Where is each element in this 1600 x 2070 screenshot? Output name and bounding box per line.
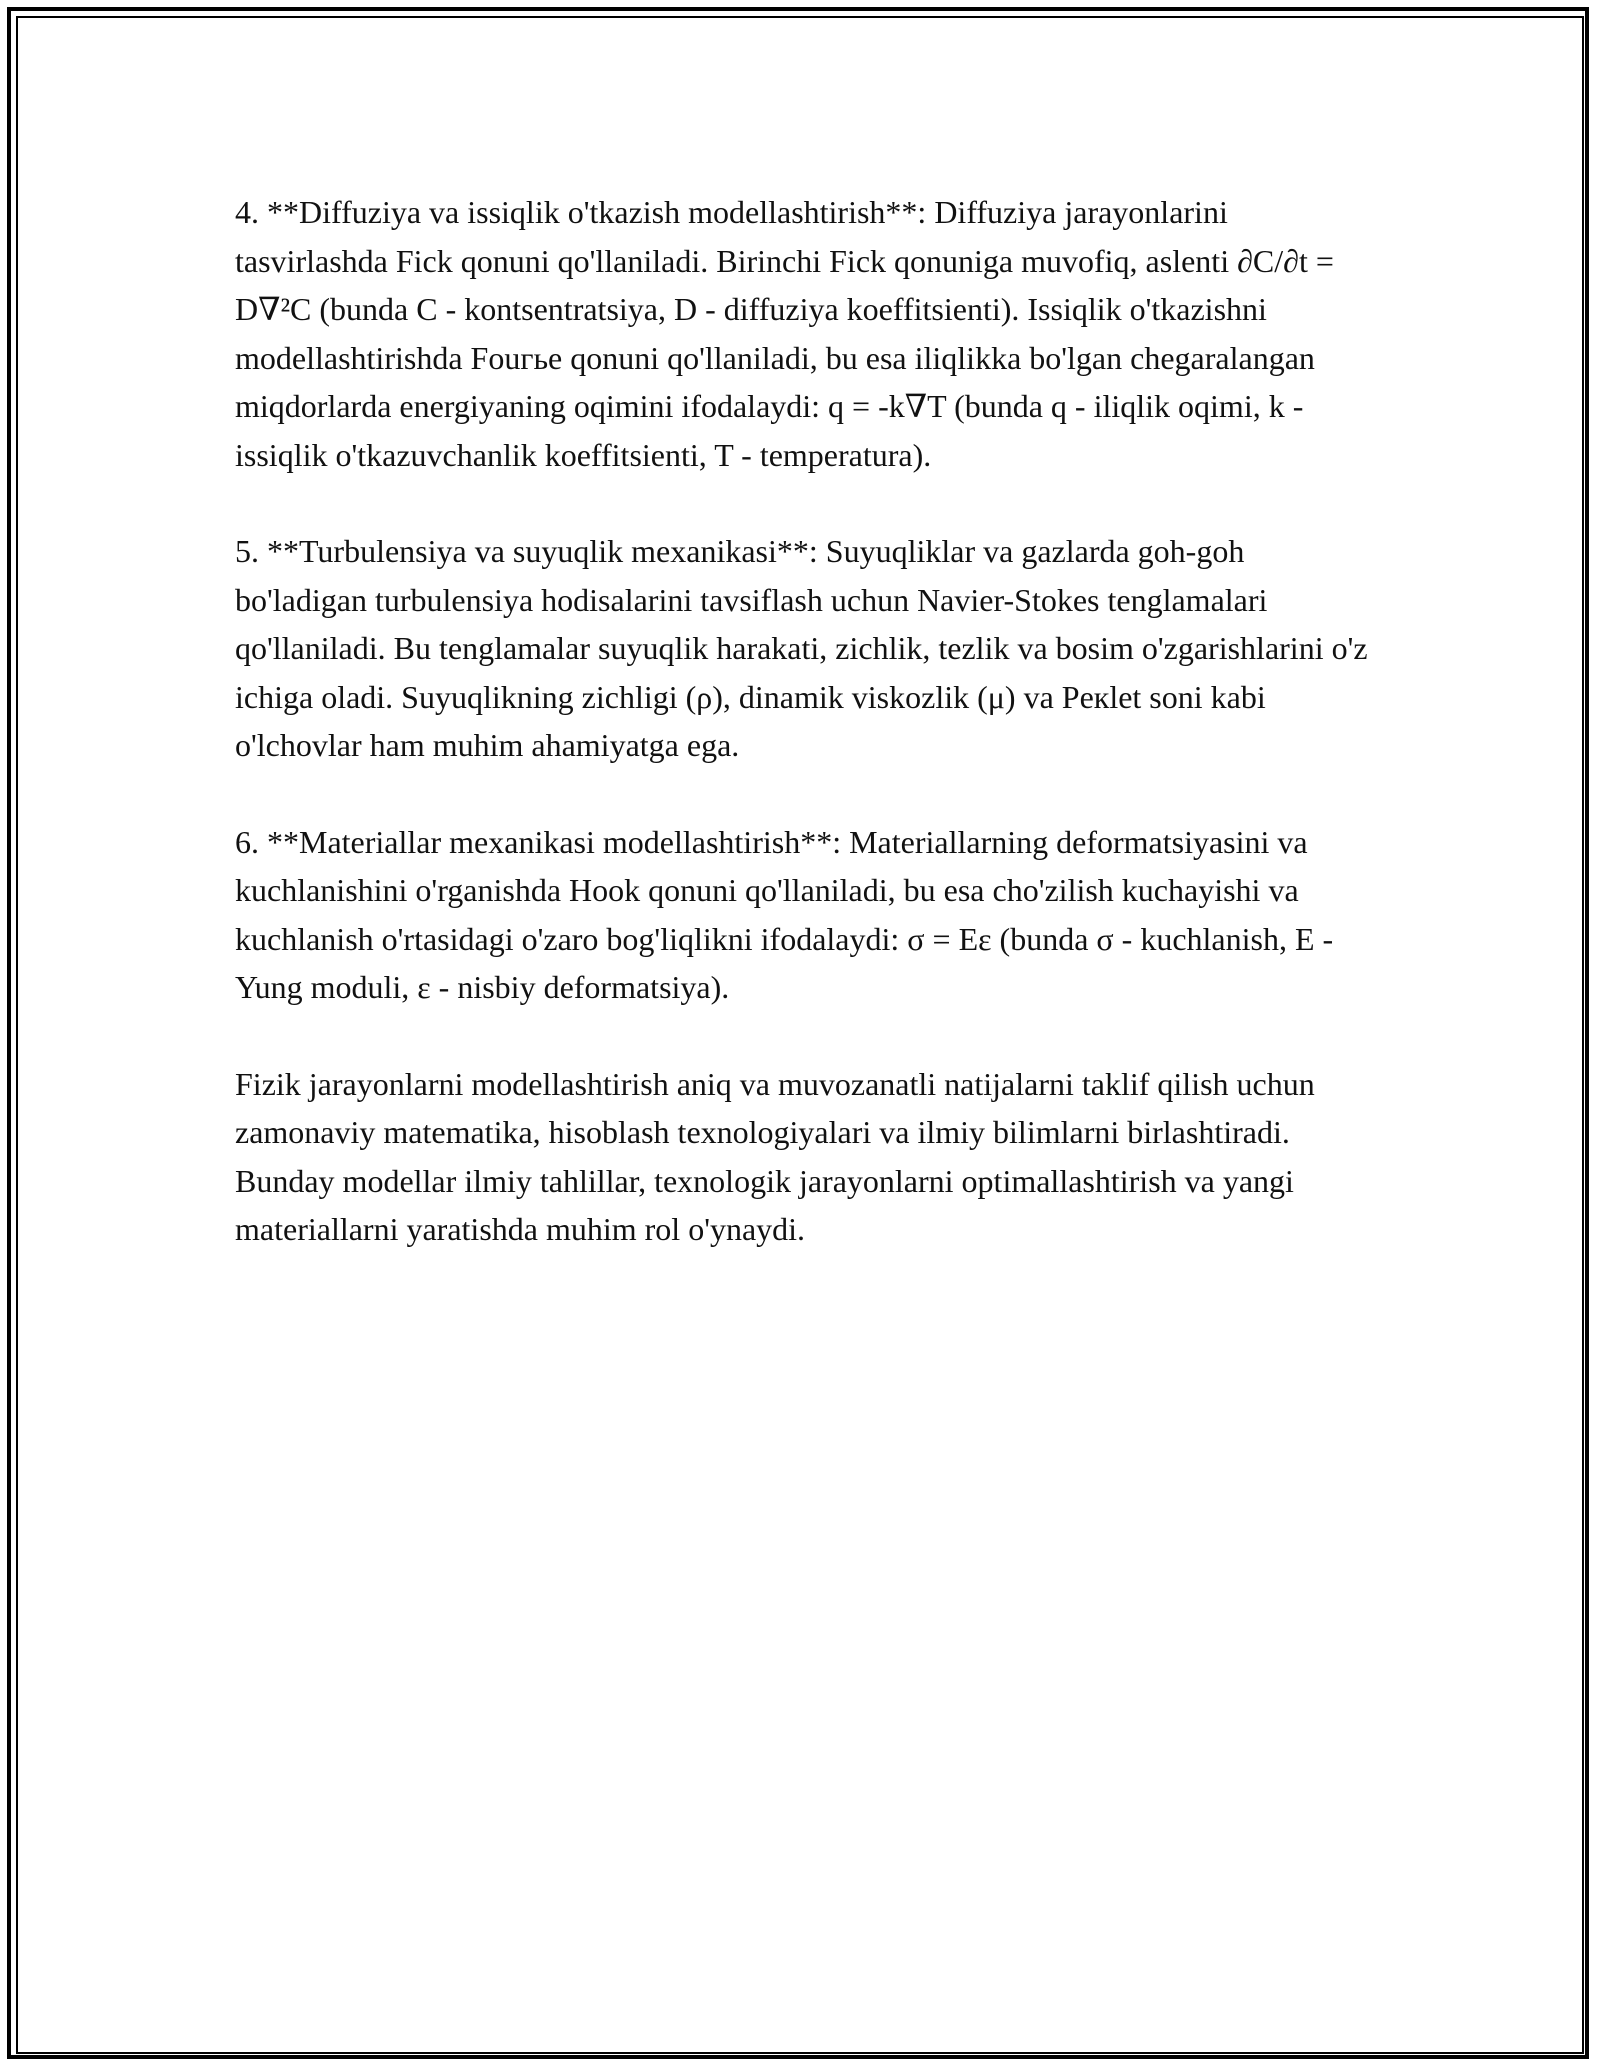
document-body [235, 188, 1375, 1302]
paragraph-materials-mechanics: 6. **Materiallar mexanikasi modellashtirish**: Materiallarning deformatsiyasini va kuchlanishini o'rganishda Hook qonuni qo'llaniladi, bu esa cho'zilish kuchayishi va kuchlanish o'rtasidagi o'zaro bog'liqlikni ifodalaydi: σ = Eε (bunda σ - kuchlanish, E - Yung moduli, ε - nisbiy deformatsiya). [235, 823, 1334, 1005]
paragraph-turbulence-fluid-mechanics: 5. **Turbulensiya va suyuqlik mexanikasi**: Suyuqliklar va gazlarda goh-goh bo'ladigan turbulensiya hodisalarini tavsiflash uchun Navier-Stokes tenglamalari qo'llaniladi. Bu tenglamalar suyuqlik harakati, zichlik, tezlik va bosim o'zgarishlarini o'z ichiga oladi. Suyuqlikning zichligi (ρ), dinamik viskozlik (μ) va Peкlet soni kabi o'lchovlar ham muhim ahamiyatga ega. [235, 533, 1368, 763]
paragraph-conclusion: Fizik jarayonlarni modellashtirish aniq va muvozanatli natijalarni taklif qilish uchun zamonaviy matematika, hisoblash texnologiyalari va ilmiy bilimlarni birlashtiradi. Bunday modellar ilmiy tahlillar, texnologik jarayonlarni optimallashtirish va yangi materiallarni yaratishda muhim rol o'ynaydi. [235, 1065, 1315, 1247]
paragraph-diffusion-heat-transfer: 4. **Diffuziya va issiqlik o'tkazish modellashtirish**: Diffuziya jarayonlarini tasvirlashda Fick qonuni qo'llaniladi. Birinchi Fick qonuniga muvofiq, aslenti ∂C/∂t = D∇²C (bunda C - kontsentratsiya, D - diffuziya koeffitsienti). Issiqlik o'tkazishni modellashtirishda Fouгье qonuni qo'llaniladi, bu esa iliqlikka bo'lgan chegaralangan miqdorlarda energiyaning oqimini ifodalaydi: q = -k∇T (bunda q - iliqlik oqimi, k - issiqlik o'tkazuvchanlik koeffitsienti, T - temperatura). [235, 194, 1334, 473]
